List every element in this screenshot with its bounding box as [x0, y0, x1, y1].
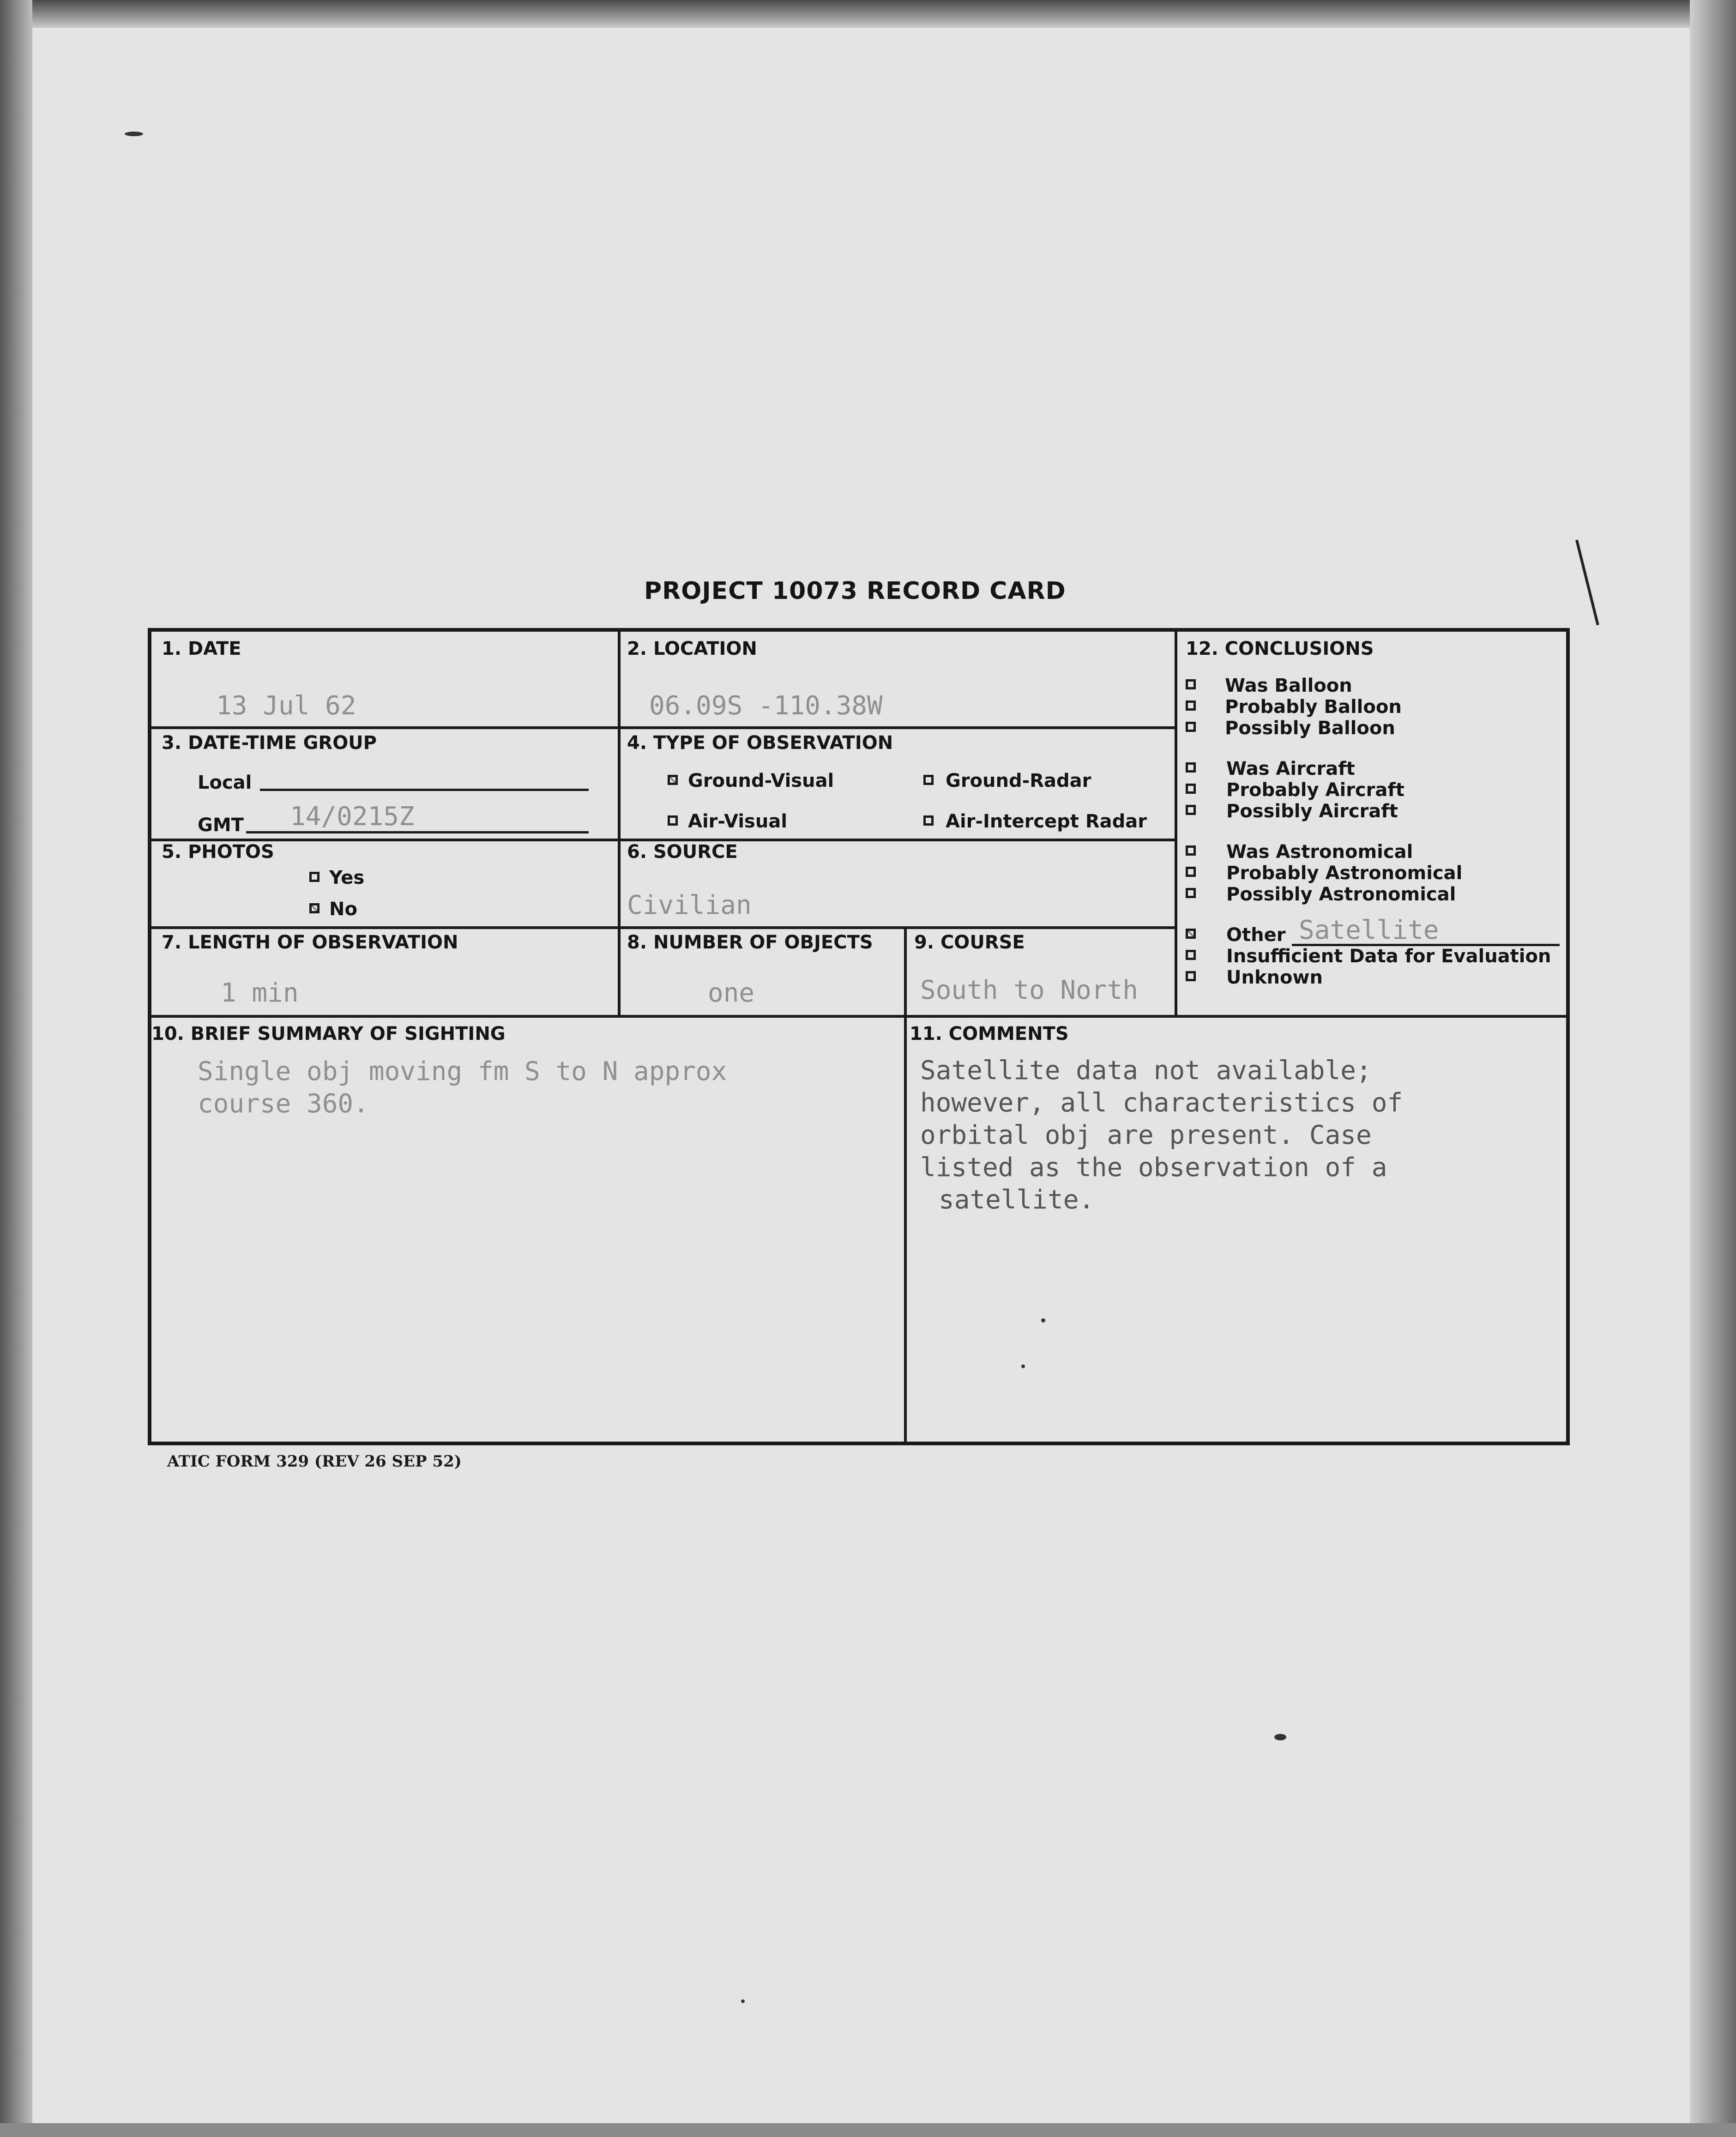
was-aircraft-label: Was Aircraft: [1226, 758, 1355, 779]
possibly-aircraft-checkbox[interactable]: [1186, 805, 1196, 815]
course-label: 9. COURSE: [914, 932, 1025, 953]
possibly-astronomical-checkbox[interactable]: [1186, 888, 1196, 898]
column-divider: [618, 632, 621, 1015]
date-time-group-label: 3. DATE-TIME GROUP: [162, 732, 377, 754]
insufficient-data-label: Insufficient Data for Evaluation: [1226, 946, 1551, 967]
location-label: 2. LOCATION: [627, 638, 757, 659]
comments-label: 11. COMMENTS: [910, 1023, 1069, 1044]
row-divider: [151, 726, 1175, 729]
dust-speck: [741, 1999, 745, 2003]
probably-aircraft-label: Probably Aircraft: [1226, 779, 1404, 801]
gmt-label: GMT: [198, 815, 244, 836]
unknown-checkbox[interactable]: [1186, 971, 1196, 981]
was-balloon-label: Was Balloon: [1225, 675, 1352, 696]
photos-yes-checkbox[interactable]: [309, 872, 319, 882]
number-of-objects-value[interactable]: one: [708, 978, 755, 1008]
possibly-balloon-label: Possibly Balloon: [1225, 718, 1395, 739]
column-divider: [1175, 632, 1177, 1015]
was-astronomical-label: Was Astronomical: [1226, 841, 1413, 863]
possibly-aircraft-label: Possibly Aircraft: [1226, 801, 1398, 822]
air-intercept-radar-checkbox[interactable]: [923, 815, 934, 826]
photos-label: 5. PHOTOS: [162, 841, 274, 863]
photos-no-label: No: [329, 899, 357, 920]
ground-visual-label: Ground-Visual: [688, 770, 834, 791]
row-divider: [151, 926, 1175, 929]
unknown-label: Unknown: [1226, 967, 1323, 988]
date-value[interactable]: 13 Jul 62: [216, 691, 356, 721]
probably-astronomical-checkbox[interactable]: [1186, 867, 1196, 877]
ground-radar-checkbox[interactable]: [923, 775, 934, 785]
photos-no-checkbox[interactable]: [309, 903, 319, 913]
other-label: Other: [1226, 924, 1286, 946]
brief-summary-line: Single obj moving fm S to N approx: [198, 1056, 727, 1087]
form-number-footer: ATIC FORM 329 (REV 26 SEP 52): [167, 1452, 462, 1471]
possibly-balloon-checkbox[interactable]: [1186, 722, 1196, 732]
dust-speck: [125, 132, 143, 136]
brief-summary-line: course 360.: [198, 1089, 369, 1119]
comments-line: satellite.: [939, 1185, 1095, 1215]
gmt-value[interactable]: 14/0215Z: [290, 802, 415, 832]
row-divider: [151, 1015, 1567, 1018]
date-label: 1. DATE: [162, 638, 241, 659]
air-visual-label: Air-Visual: [688, 811, 788, 832]
was-aircraft-checkbox[interactable]: [1186, 762, 1196, 773]
source-label: 6. SOURCE: [627, 841, 738, 863]
source-value[interactable]: Civilian: [627, 890, 752, 920]
was-balloon-checkbox[interactable]: [1186, 679, 1196, 689]
probably-balloon-label: Probably Balloon: [1225, 696, 1402, 718]
probably-astronomical-label: Probably Astronomical: [1226, 863, 1463, 884]
location-value[interactable]: 06.09S -110.38W: [649, 691, 883, 721]
conclusions-label: 12. CONCLUSIONS: [1186, 638, 1374, 659]
number-of-objects-label: 8. NUMBER OF OBJECTS: [627, 932, 873, 953]
other-checkbox[interactable]: [1186, 929, 1196, 939]
ground-radar-label: Ground-Radar: [946, 770, 1091, 791]
scan-edge-bottom: [0, 2123, 1736, 2137]
scan-edge-right: [1690, 0, 1736, 2137]
probably-aircraft-checkbox[interactable]: [1186, 784, 1196, 794]
photos-yes-label: Yes: [329, 867, 365, 888]
column-divider: [904, 926, 907, 1443]
probably-balloon-checkbox[interactable]: [1186, 700, 1196, 711]
brief-summary-label: 10. BRIEF SUMMARY OF SIGHTING: [151, 1023, 506, 1044]
ground-visual-checkbox[interactable]: [668, 775, 678, 785]
comments-line: orbital obj are present. Case: [920, 1120, 1372, 1150]
card-title: PROJECT 10073 RECORD CARD: [644, 577, 1066, 605]
insufficient-data-checkbox[interactable]: [1186, 950, 1196, 960]
comments-line: Satellite data not available;: [920, 1056, 1372, 1086]
comments-line: however, all characteristics of: [920, 1088, 1403, 1118]
course-value[interactable]: South to North: [920, 975, 1139, 1005]
was-astronomical-checkbox[interactable]: [1186, 845, 1196, 856]
comments-line: listed as the observation of a: [920, 1153, 1387, 1183]
scan-edge-top: [0, 0, 1736, 28]
scan-edge-left: [0, 0, 32, 2137]
length-of-observation-label: 7. LENGTH OF OBSERVATION: [162, 932, 458, 953]
dust-speck: [1274, 1734, 1286, 1740]
local-underline: [260, 789, 589, 791]
air-intercept-radar-label: Air-Intercept Radar: [946, 811, 1147, 832]
possibly-astronomical-label: Possibly Astronomical: [1226, 884, 1456, 905]
type-of-observation-label: 4. TYPE OF OBSERVATION: [627, 732, 893, 754]
record-card-form: [148, 628, 1570, 1445]
local-label: Local: [198, 772, 252, 793]
other-value[interactable]: Satellite: [1299, 915, 1439, 945]
air-visual-checkbox[interactable]: [668, 815, 678, 826]
length-of-observation-value[interactable]: 1 min: [221, 978, 299, 1008]
